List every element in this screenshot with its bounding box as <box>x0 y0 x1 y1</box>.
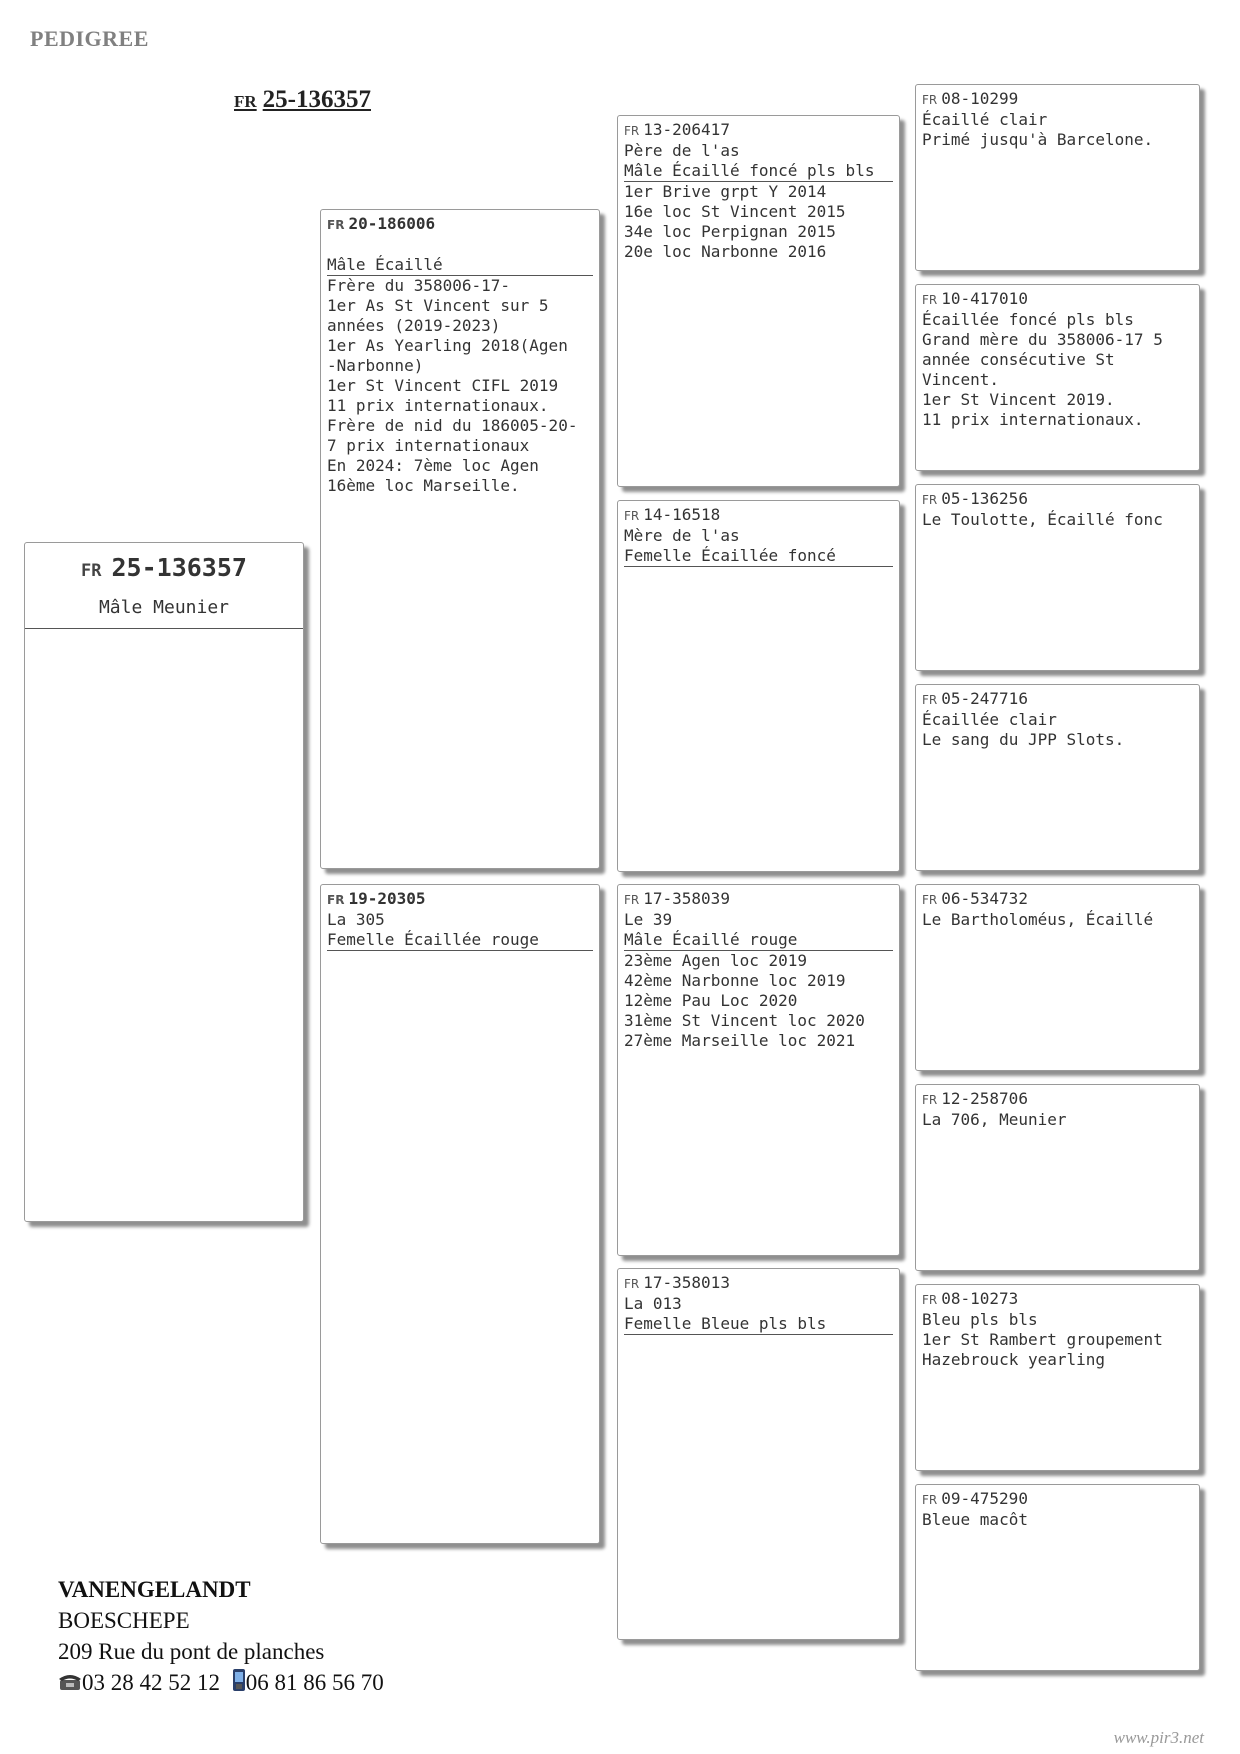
owner-contact <box>58 1667 384 1700</box>
mobile-phone-icon <box>232 1668 246 1700</box>
owner-phone[interactable]: 03 28 42 52 12 <box>82 1670 220 1695</box>
maternal-granddam-name: La 013 <box>624 1294 682 1313</box>
owner-mobile[interactable]: 06 81 86 56 70 <box>245 1670 384 1695</box>
ggp-notes: Le Toulotte, Écaillé fonc <box>922 510 1163 529</box>
great-grandparent-card-7[interactable] <box>915 1284 1200 1471</box>
country-code: FR <box>624 893 640 907</box>
dam-ring <box>327 889 593 910</box>
country-code: FR <box>922 893 938 907</box>
ggp-ring <box>922 689 1193 710</box>
ggp-ring <box>922 1289 1193 1310</box>
ggp-notes: La 706, Meunier <box>922 1110 1067 1129</box>
dam-description: Femelle Écaillée rouge <box>327 930 593 951</box>
owner-name: VANENGELANDT <box>58 1577 251 1602</box>
dam-name: La 305 <box>327 910 385 929</box>
owner-address: 209 Rue du pont de planches <box>58 1639 325 1664</box>
country-code: FR <box>922 1493 938 1507</box>
ring-number: 13-206417 <box>643 120 730 139</box>
owner-city: BOESCHEPE <box>58 1608 190 1633</box>
paternal-granddam-ring <box>624 505 893 526</box>
ring-number: 06-534732 <box>941 889 1028 908</box>
ggp-notes: Écaillée foncé pls bls Grand mère du 358006-17 5 année consécutive St Vincent. 1er St Vincent 2019. 11 prix internationaux. <box>922 310 1163 429</box>
dam-ring-number: 19-20305 <box>348 889 426 908</box>
great-grandparent-card-6[interactable] <box>915 1084 1200 1271</box>
ggp-ring <box>922 289 1193 310</box>
paternal-grandsire-name: Père de l'as <box>624 141 740 160</box>
maternal-grandsire-ring <box>624 889 893 910</box>
paternal-grandsire-notes: 1er Brive grpt Y 2014 16e loc St Vincent 2015 34e loc Perpignan 2015 20e loc Narbonne 2016 <box>624 182 846 261</box>
country-code: FR <box>922 493 938 507</box>
ggp-ring <box>922 1089 1193 1110</box>
subject-description: Mâle Meunier <box>25 596 303 629</box>
subject-card[interactable] <box>24 542 304 1222</box>
maternal-granddam-card[interactable] <box>617 1268 900 1640</box>
great-grandparent-card-1[interactable] <box>915 84 1200 271</box>
ring-number: 12-258706 <box>941 1089 1028 1108</box>
country-code: FR <box>624 124 640 138</box>
sire-ring-number: 20-186006 <box>348 214 436 233</box>
maternal-granddam-ring <box>624 1273 893 1294</box>
ring-number: 14-16518 <box>643 505 721 524</box>
maternal-grandsire-card[interactable] <box>617 884 900 1256</box>
subject-country-code: FR <box>81 561 102 581</box>
owner-info <box>58 1574 384 1700</box>
top-ring: 25-136357 <box>262 86 371 113</box>
top-country-code: FR <box>234 92 257 111</box>
sire-ring <box>327 214 593 235</box>
ggp-notes: Bleu pls bls 1er St Rambert groupement Hazebrouck yearling <box>922 1310 1163 1369</box>
maternal-grandsire-name: Le 39 <box>624 910 673 929</box>
ring-number: 17-358039 <box>643 889 730 908</box>
ggp-notes: Le Bartholoméus, Écaillé <box>922 910 1154 929</box>
paternal-granddam-card[interactable] <box>617 500 900 872</box>
top-ring-number <box>234 86 371 114</box>
sire-name <box>327 235 593 255</box>
ring-number: 08-10299 <box>941 89 1019 108</box>
ggp-notes: Écaillée clair Le sang du JPP Slots. <box>922 710 1125 749</box>
sire-country-code: FR <box>327 218 345 232</box>
great-grandparent-card-2[interactable] <box>915 284 1200 471</box>
paternal-grandsire-ring <box>624 120 893 141</box>
great-grandparent-card-8[interactable] <box>915 1484 1200 1671</box>
maternal-granddam-description: Femelle Bleue pls bls <box>624 1314 893 1335</box>
maternal-grandsire-description: Mâle Écaillé rouge <box>624 930 893 951</box>
country-code: FR <box>922 693 938 707</box>
paternal-grandsire-description: Mâle Écaillé foncé pls bls <box>624 161 893 182</box>
paternal-granddam-description: Femelle Écaillée foncé <box>624 546 893 567</box>
page-heading: PEDIGREE <box>30 26 149 51</box>
ring-number: 10-417010 <box>941 289 1028 308</box>
ring-number: 05-136256 <box>941 489 1028 508</box>
dam-country-code: FR <box>327 893 345 907</box>
ring-number: 08-10273 <box>941 1289 1019 1308</box>
country-code: FR <box>922 1293 938 1307</box>
paternal-grandsire-card[interactable] <box>617 115 900 487</box>
country-code: FR <box>922 1093 938 1107</box>
sire-card[interactable] <box>320 209 600 869</box>
telephone-icon <box>58 1669 82 1700</box>
great-grandparent-card-3[interactable] <box>915 484 1200 671</box>
ring-number: 09-475290 <box>941 1489 1028 1508</box>
dam-card[interactable] <box>320 884 600 1544</box>
ggp-ring <box>922 1489 1193 1510</box>
country-code: FR <box>922 293 938 307</box>
country-code: FR <box>922 93 938 107</box>
maternal-grandsire-notes: 23ème Agen loc 2019 42ème Narbonne loc 2019 12ème Pau Loc 2020 31ème St Vincent loc 2020 27ème Marseille loc 2021 <box>624 951 865 1050</box>
ggp-notes: Bleue macôt <box>922 1510 1028 1529</box>
ring-number: 17-358013 <box>643 1273 730 1292</box>
ggp-notes: Écaillé clair Primé jusqu'à Barcelone. <box>922 110 1154 149</box>
ggp-ring <box>922 89 1193 110</box>
country-code: FR <box>624 509 640 523</box>
ring-number: 05-247716 <box>941 689 1028 708</box>
great-grandparent-card-4[interactable] <box>915 684 1200 871</box>
ggp-ring <box>922 889 1193 910</box>
sire-description: Mâle Écaillé <box>327 255 593 276</box>
paternal-granddam-name: Mère de l'as <box>624 526 740 545</box>
great-grandparent-card-5[interactable] <box>915 884 1200 1071</box>
subject-ring <box>31 551 297 588</box>
country-code: FR <box>624 1277 640 1291</box>
ggp-ring <box>922 489 1193 510</box>
subject-ring-number: 25-136357 <box>111 553 247 582</box>
sire-notes: Frère du 358006-17- 1er As St Vincent sur 5 années (2019-2023) 1er As Yearling 2018(Agen -Narbonne) 1er St Vincent CIFL 2019 11 prix internationaux. Frère de nid du 186005-20- 7 prix internationaux En 2024: 7ème loc Agen 16ème loc Marseille. <box>327 276 578 495</box>
site-watermark[interactable]: www.pir3.net <box>1113 1728 1204 1747</box>
